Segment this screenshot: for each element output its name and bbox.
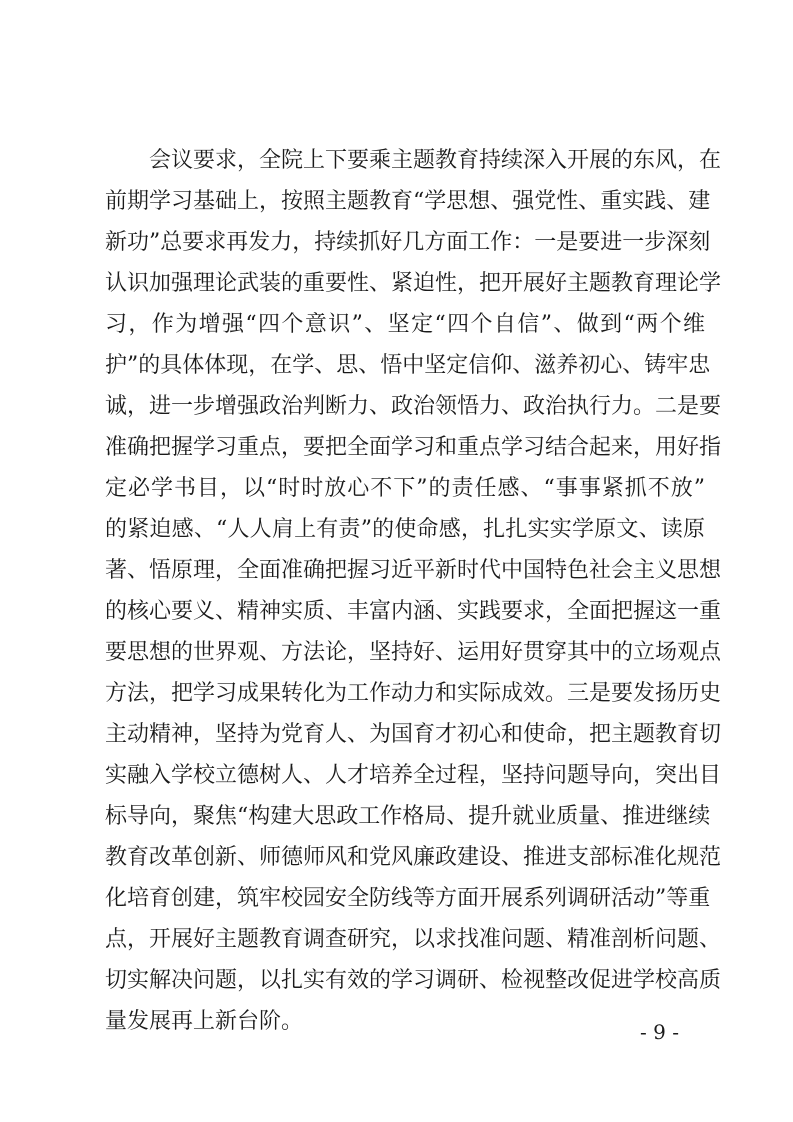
paragraph-line: 量发展再上新台阶。 bbox=[105, 1009, 304, 1034]
paragraph-line: 定必学书目，以“时时放心不下”的责任感、“事事紧抓不放” bbox=[105, 476, 705, 501]
body-paragraph bbox=[105, 140, 722, 1042]
paragraph-line: 方法，把学习成果转化为工作动力和实际成效。三是要发扬历史 bbox=[105, 681, 722, 706]
paragraph-line: 著、悟原理，全面准确把握习近平新时代中国特色社会主义思想 bbox=[105, 558, 722, 583]
paragraph-line: 实融入学校立德树人、人才培养全过程，坚持问题导向，突出目 bbox=[105, 763, 722, 788]
paragraph-line: 认识加强理论武装的重要性、紧迫性，把开展好主题教育理论学 bbox=[105, 271, 722, 296]
paragraph-line: 要思想的世界观、方法论，坚持好、运用好贯穿其中的立场观点 bbox=[105, 640, 722, 665]
paragraph-line: 前期学习基础上，按照主题教育“学思想、强党性、重实践、建 bbox=[105, 189, 711, 214]
page-number: - 9 - bbox=[640, 1020, 679, 1044]
paragraph-line: 切实解决问题，以扎实有效的学习调研、检视整改促进学校高质 bbox=[105, 968, 722, 993]
paragraph-line: 教育改革创新、师德师风和党风廉政建设、推进支部标准化规范 bbox=[105, 845, 722, 870]
paragraph-line: 点，开展好主题教育调查研究，以求找准问题、精准剖析问题、 bbox=[105, 927, 722, 952]
paragraph-line: 护”的具体体现，在学、思、悟中坚定信仰、滋养初心、铸牢忠 bbox=[105, 353, 711, 378]
paragraph-line: 化培育创建，筑牢校园安全防线等方面开展系列调研活动”等重 bbox=[105, 886, 711, 911]
paragraph-line: 的核心要义、精神实质、丰富内涵、实践要求，全面把握这一重 bbox=[105, 599, 722, 624]
paragraph-line: 习，作为增强“四个意识”、坚定“四个自信”、做到“两个维 bbox=[105, 312, 705, 337]
paragraph-line: 会议要求，全院上下要乘主题教育持续深入开展的东风，在 bbox=[149, 148, 722, 173]
paragraph-line: 标导向，聚焦“构建大思政工作格局、提升就业质量、推进继续 bbox=[105, 804, 711, 829]
paragraph-line: 的紧迫感、“人人肩上有责”的使命感，扎扎实实学原文、读原 bbox=[105, 517, 705, 542]
paragraph-line: 新功”总要求再发力，持续抓好几方面工作：一是要进一步深刻 bbox=[105, 230, 711, 255]
paragraph-line: 诚，进一步增强政治判断力、政治领悟力、政治执行力。二是要 bbox=[105, 394, 722, 419]
paragraph-line: 主动精神，坚持为党育人、为国育才初心和使命，把主题教育切 bbox=[105, 722, 722, 747]
paragraph-line: 准确把握学习重点，要把全面学习和重点学习结合起来，用好指 bbox=[105, 435, 722, 460]
